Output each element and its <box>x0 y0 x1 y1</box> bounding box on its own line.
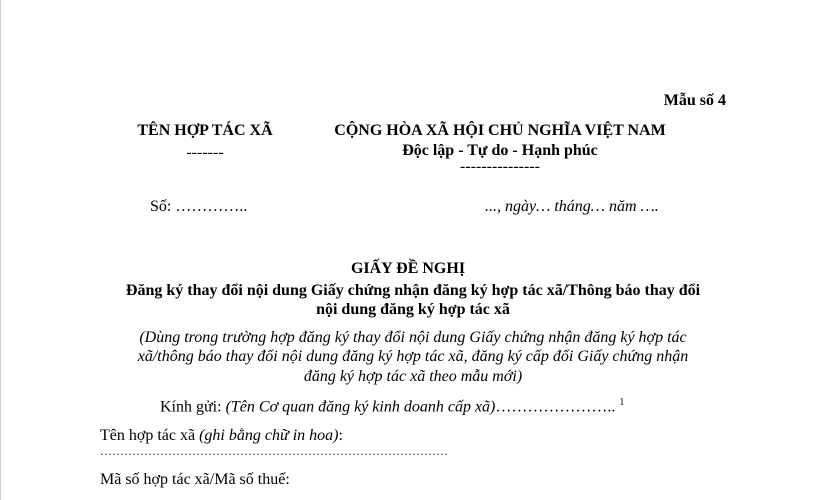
usage-note-line-1: (Dùng trong trường hợp đăng ký thay đổi nội dung Giấy chứng nhận đăng ký hợp tác <box>139 329 687 346</box>
usage-note-line-3: đăng ký hợp tác xã theo mẫu mới) <box>303 368 523 385</box>
footnote-marker: 1 <box>619 397 625 408</box>
addressee-label: Kính gửi: <box>160 398 226 416</box>
coop-name-colon: : <box>338 427 343 444</box>
page-edge <box>0 0 1 500</box>
national-motto: Độc lập - Tự do - Hạnh phúc <box>402 142 598 159</box>
national-divider: --------------- <box>460 158 540 175</box>
document-title: GIẤY ĐỀ NGHỊ <box>350 260 466 277</box>
coop-name-dots: …………………………………………………………………………… <box>100 444 448 458</box>
document-subtitle-line-2: nội dung đăng ký hợp tác xã <box>316 301 510 318</box>
coop-name-label: Tên hợp tác xã <box>100 427 200 444</box>
tax-code-label: Mã số hợp tác xã/Mã số thuế: <box>100 471 290 488</box>
organization-name: TÊN HỢP TÁC XÃ <box>137 122 273 139</box>
coop-name-line <box>100 427 343 445</box>
document-subtitle-line-1: Đăng ký thay đổi nội dung Giấy chứng nhận đăng ký hợp tác xã/Thông báo thay đổi <box>125 282 701 299</box>
form-number: Mẫu số 4 <box>663 92 726 109</box>
addressee-line <box>160 397 624 416</box>
reference-number: Số: ………….. <box>150 198 248 215</box>
usage-note-line-2: xã/thông báo thay đổi nội dung đăng ký hợp tác xã, đăng ký cấp đổi Giấy chứng nhận <box>137 348 689 365</box>
addressee-dots: ………………….. <box>495 398 616 416</box>
coop-name-hint: (ghi bằng chữ in hoa) <box>199 427 339 444</box>
addressee-placeholder: (Tên Cơ quan đăng ký kinh doanh cấp xã) <box>225 398 496 416</box>
national-title: CỘNG HÒA XÃ HỘI CHỦ NGHĨA VIỆT NAM <box>334 122 666 139</box>
date-line: ..., ngày… tháng… năm …. <box>485 198 659 215</box>
organization-divider: ------- <box>186 144 224 161</box>
